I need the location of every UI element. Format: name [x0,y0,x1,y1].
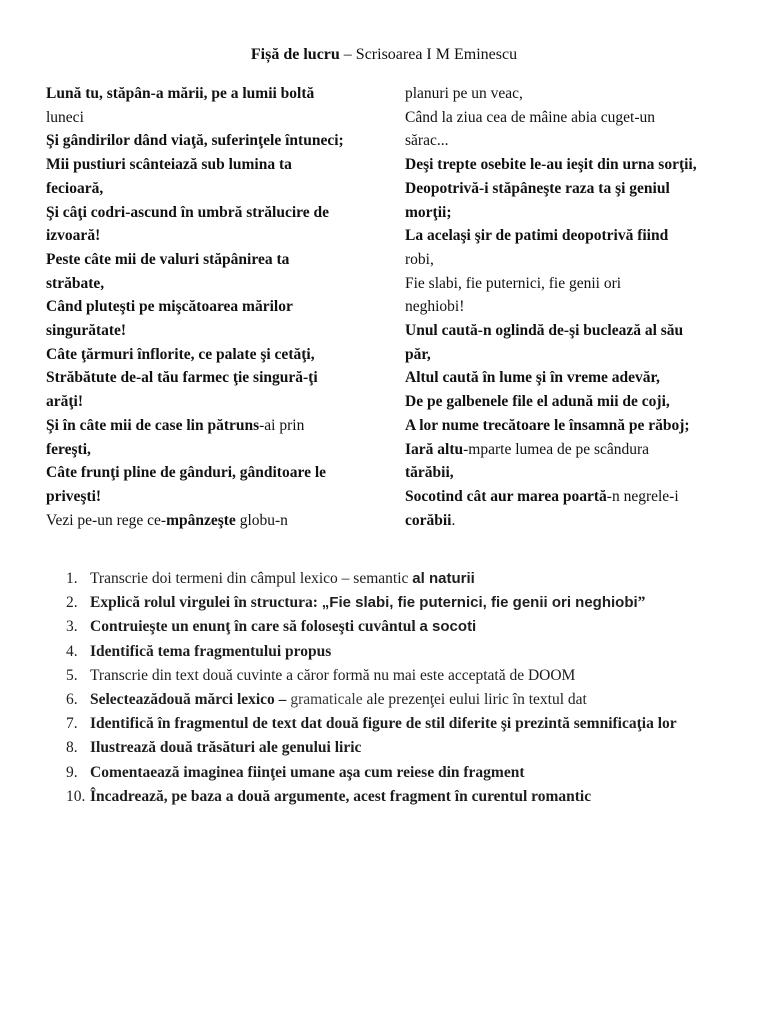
poem-text: Străbătute de-al tău farmec ţie singură-ţi [46,369,318,387]
question-text: Explică rolul virgulei în structura: [90,594,322,612]
poem-line [405,414,735,438]
question-number: 4. [66,642,78,660]
poem-text: fereşti, [46,440,91,458]
poem-line [46,177,376,201]
poem-line [405,390,735,414]
question-item [66,761,756,785]
poem-line [46,390,376,414]
question-text: ” [637,594,646,612]
poem-text: Peste câte mii de valuri stăpânirea ta [46,250,290,268]
poem-line [46,106,376,130]
poem-line [46,461,376,485]
question-text: Identifică tema fragmentului propus [90,642,332,660]
poem-line [405,366,735,390]
poem-line [46,366,376,390]
poem-text: fecioară, [46,179,104,197]
poem-text: globu-n [235,511,288,529]
poem-line [405,485,735,509]
poem-text: izvoară! [46,227,101,245]
question-text: a socoti [419,618,477,636]
poem-text: Unul caută-n oglindă de-şi buclează al său [405,322,684,340]
question-number: 8. [66,739,78,757]
question-number: 7. [66,715,78,733]
question-text: Transcrie din text două cuvinte a căror formă nu mai este acceptată de DOOM [90,666,576,684]
poem-text: păr, [405,345,431,363]
poem-text: Deopotrivă-i stăpâneşte raza ta şi geniul [405,179,670,197]
poem-text: robi, [405,250,434,268]
question-text: două mărci lexico – [158,691,291,709]
page-title [0,45,768,65]
poem-text: luneci [46,108,84,126]
poem-line [405,438,735,462]
question-text: Comentaează imaginea fiinţei umane aşa cum reiese din fragment [90,763,525,781]
question-text: „Fie slabi, fie puternici, fie genii ori neghiobi [321,594,638,612]
poem-text: Când pluteşti pe mişcătoarea mărilor [46,298,293,316]
poem-line [405,248,735,272]
poem-line [46,129,376,153]
poem-text: singurătate! [46,322,127,340]
question-item [66,664,756,688]
poem-text: -ai prin [259,416,305,434]
title-bold: Fișă de lucru [250,46,340,63]
title-rest: – Scrisoarea I M Eminescu [339,46,518,63]
poem-text: Iară altu [405,440,464,458]
poem-line [46,343,376,367]
poem-line [405,82,735,106]
poem-line [405,153,735,177]
poem-line [46,248,376,272]
poem-line [46,509,376,533]
question-text: Ilustrează două trăsături ale genului liric [90,739,362,757]
poem-text: Şi în câte mii de case lin pătruns [46,416,260,434]
question-text: Încadrează, pe baza a două argumente, acest fragment în curentul romantic [90,787,592,805]
poem-line [46,82,376,106]
question-item [66,615,756,639]
question-text: Selectează [90,691,158,709]
poem-line [46,438,376,462]
poem-text: -mparte lumea de pe scândura [463,440,650,458]
poem-line [46,201,376,225]
poem-line [46,153,376,177]
poem-text: De pe galbenele file el adună mii de coji, [405,393,670,411]
poem-text: sărac... [405,132,449,150]
poem-line [405,343,735,367]
question-item [66,640,756,664]
poem-column-left [46,82,376,532]
poem-line [46,414,376,438]
question-text: al naturii [412,570,475,587]
poem-text: Mii pustiuri scânteiază sub lumina ta [46,156,292,174]
poem-text: Şi gândirilor dând viaţă, suferinţele întuneci; [46,132,344,150]
question-number: 2. [66,594,78,612]
poem-line [405,295,735,319]
poem-line [405,509,735,533]
poem-line [405,106,735,130]
question-item [66,591,756,615]
poem-text: -n negrele-i [606,487,679,505]
question-text: gramaticale [290,691,363,709]
poem-text: Şi câţi codri-ascund în umbră strălucire de [46,203,330,221]
poem-text: morţii; [405,203,452,221]
poem-line [46,295,376,319]
poem-text: mpânzeşte [166,511,236,529]
poem-line [46,272,376,296]
poem-text: La acelaşi şir de patimi deopotrivă fiind [405,227,669,245]
question-number: 3. [66,618,78,636]
poem-column-right [405,82,735,532]
question-item [66,785,756,809]
question-list [66,567,756,809]
question-text: Transcrie doi termeni din câmpul lexico – semantic [90,570,413,587]
poem-line [405,201,735,225]
poem-line [405,461,735,485]
question-number: 10. [66,787,86,805]
question-item [66,688,756,712]
poem-text: corăbii [405,511,452,529]
question-item [66,736,756,760]
poem-text: Altul caută în lume şi în vreme adevăr, [405,369,660,387]
poem-line [405,177,735,201]
poem-line [405,319,735,343]
poem-line [405,224,735,248]
poem-text: străbate, [46,274,105,292]
question-number: 9. [66,763,78,781]
question-number: 6. [66,691,78,709]
poem-text: arăţi! [46,393,84,411]
poem-text: Lună tu, stăpân-a mării, pe a lumii boltă [46,85,315,102]
poem-text: tărăbii, [405,464,454,482]
poem-text: . [451,511,456,529]
question-number: 5. [66,666,78,684]
poem-line [46,319,376,343]
poem-line [405,129,735,153]
question-text: Identifică în fragmentul de text dat două figure de stil diferite şi prezintă semnificaţia lor [90,715,677,733]
poem-text: Socotind cât aur marea poartă [405,487,607,505]
question-item [66,567,756,591]
poem-text: Când la ziua cea de mâine abia cuget-un [405,108,656,126]
poem-text: Câte frunţi pline de gânduri, gânditoare le [46,464,327,482]
poem-text: Fie slabi, fie puternici, fie genii ori [405,274,622,292]
poem-text: Câte ţărmuri înflorite, ce palate şi cetăţi, [46,345,315,363]
poem-text: neghiobi! [405,298,465,316]
question-text: ale prezenţei eului liric în textul dat [362,691,587,709]
poem-text: A lor nume trecătoare le însamnă pe răboj; [405,416,690,434]
question-item [66,712,756,736]
poem-text: Deşi trepte osebite le-au ieşit din urna sorţii, [405,156,697,174]
poem-text: priveşti! [46,487,102,505]
poem-text: Vezi pe-un rege ce- [46,511,167,529]
poem-line [46,224,376,248]
question-number: 1. [66,570,78,587]
question-text: Contruieşte un enunţ în care să foloseşti cuvântul [90,618,420,636]
poem-line [405,272,735,296]
poem-text: planuri pe un veac, [405,85,523,102]
poem-line [46,485,376,509]
